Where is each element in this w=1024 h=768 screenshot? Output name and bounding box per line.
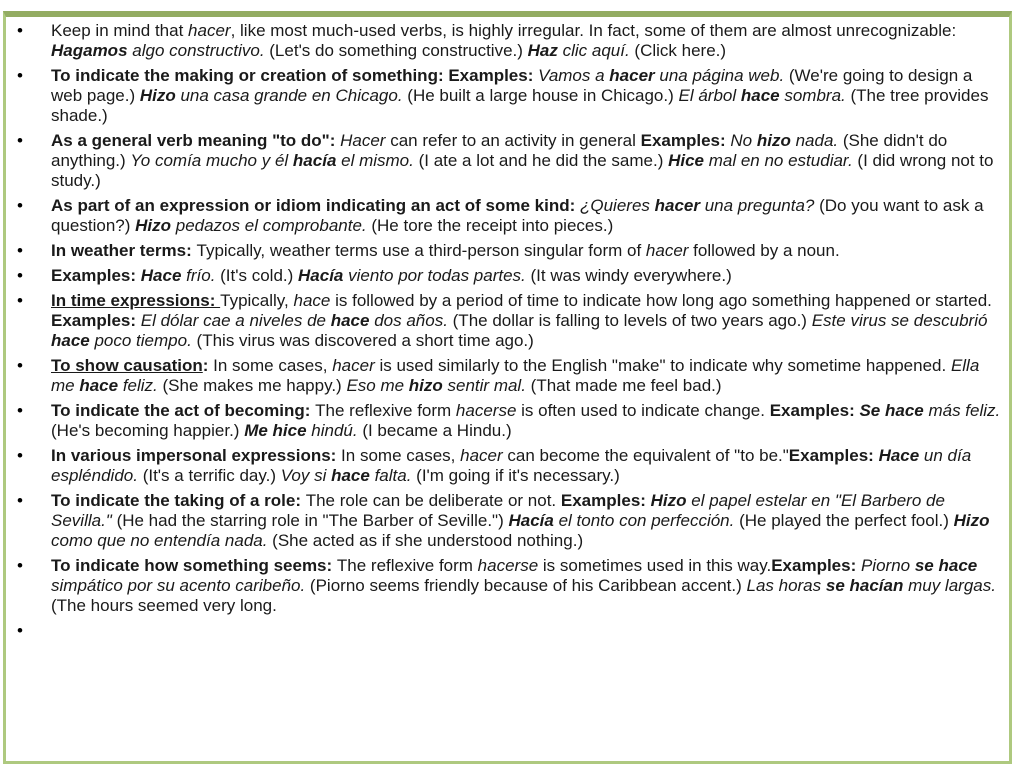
text-run: Keep in mind that xyxy=(51,21,189,40)
text-run: mal en no estudiar. xyxy=(704,151,853,170)
text-run: hace xyxy=(740,86,780,105)
text-run: hace xyxy=(293,291,331,310)
bullet-marker: • xyxy=(17,356,23,375)
text-run: un día espléndido. xyxy=(51,446,972,485)
text-run: (The hours seemed very long. xyxy=(51,596,277,615)
bullet-item xyxy=(6,196,1001,236)
text-run: una pregunta? xyxy=(700,196,815,215)
bullet-marker: • xyxy=(17,266,23,285)
text-run: To indicate the making or creation of something: Examples: xyxy=(51,66,539,85)
bullet-marker: • xyxy=(17,291,23,310)
text-run: Hacer xyxy=(340,131,386,150)
text-run: Examples: xyxy=(640,131,731,150)
text-run: Piorno xyxy=(860,556,915,575)
text-run: Me hice xyxy=(244,421,307,440)
text-run: se hacían xyxy=(825,576,904,595)
text-run: hacer xyxy=(460,446,503,465)
text-run: Eso me xyxy=(346,376,409,395)
text-run: hizo xyxy=(756,131,791,150)
bullet-item xyxy=(6,291,1001,351)
text-run: hacerse xyxy=(477,556,539,575)
text-run: Haz xyxy=(527,41,558,60)
text-run: (Do you want to ask a question?) xyxy=(51,196,984,235)
text-run: hacer xyxy=(332,356,375,375)
bullet-marker: • xyxy=(17,21,23,40)
text-run: Examples: xyxy=(560,491,651,510)
text-run: is often used to indicate change. xyxy=(516,401,770,420)
text-run: una casa grande en Chicago. xyxy=(175,86,403,105)
text-run: falta. xyxy=(369,466,412,485)
text-run: is followed by a period of time to indicate how long ago something happened or started. xyxy=(330,291,992,310)
bullet-item xyxy=(6,21,1001,61)
text-run: To indicate the taking of a role: xyxy=(51,491,306,510)
text-run: (She didn't do anything.) xyxy=(51,131,948,170)
text-run: se hace xyxy=(914,556,978,575)
text-run: hacer xyxy=(609,66,655,85)
text-run: The role can be deliberate or not. xyxy=(305,491,561,510)
text-run: el mismo. xyxy=(336,151,414,170)
text-run: Examples: xyxy=(769,401,860,420)
text-run: Examples: xyxy=(51,266,141,285)
text-run: (Let's do something constructive.) xyxy=(264,41,528,60)
bullet-item xyxy=(6,241,1001,261)
text-run: (It was windy everywhere.) xyxy=(525,266,732,285)
text-run: can refer to an activity in general xyxy=(385,131,641,150)
text-run: As part of an expression or idiom indicating an act of some kind: xyxy=(51,196,580,215)
text-run: In time expressions: xyxy=(51,291,221,310)
text-run: Typically, xyxy=(220,291,294,310)
text-run: (Piorno seems friendly because of his Caribbean accent.) xyxy=(305,576,747,595)
bullet-marker: • xyxy=(17,241,23,260)
text-run: El dólar cae a niveles de xyxy=(140,311,331,330)
text-run: frío. xyxy=(181,266,216,285)
text-run: feliz. xyxy=(118,376,158,395)
text-run: sombra. xyxy=(779,86,846,105)
text-run: (He tore the receipt into pieces.) xyxy=(366,216,614,235)
bullet-marker: • xyxy=(17,491,23,510)
text-run: más feliz. xyxy=(923,401,1001,420)
text-run: muy largas. xyxy=(903,576,996,595)
text-run: viento por todas partes. xyxy=(343,266,526,285)
text-run: ¿Quieres xyxy=(579,196,655,215)
bullet-marker: • xyxy=(17,401,23,420)
text-run: To indicate how something seems: xyxy=(51,556,337,575)
text-run: , like most much-used verbs, is highly irregular. In fact, some of them are almost unrecognizable: xyxy=(230,21,957,40)
text-run: (The tree provides shade.) xyxy=(51,86,989,125)
text-run: Este virus se descubrió xyxy=(811,311,988,330)
text-run: hacer xyxy=(645,241,689,260)
text-run: (She acted as if she understood nothing.) xyxy=(267,531,584,550)
text-run: (I became a Hindu.) xyxy=(357,421,512,440)
text-run: (That made me feel bad.) xyxy=(525,376,722,395)
text-run: is used similarly to the English "make" to indicate why sometime happened. xyxy=(374,356,951,375)
text-run: To indicate the act of becoming: xyxy=(51,401,316,420)
slide-frame xyxy=(3,11,1012,764)
text-run: simpático por su acento caribeño. xyxy=(51,576,306,595)
text-run: (The dollar is falling to levels of two years ago.) xyxy=(447,311,812,330)
text-run: Hizo xyxy=(953,511,990,530)
bullet-marker: • xyxy=(17,621,23,640)
text-run: pedazos el comprobante. xyxy=(171,216,367,235)
text-run: The reflexive form xyxy=(315,401,456,420)
text-run: poco tiempo. xyxy=(89,331,192,350)
text-run: hizo xyxy=(408,376,443,395)
text-run: (It's a terrific day.) xyxy=(137,466,281,485)
text-run: Hagamos xyxy=(51,41,128,60)
text-run: hace xyxy=(79,376,119,395)
text-run: el tonto con perfección. xyxy=(553,511,735,530)
text-run: nada. xyxy=(790,131,839,150)
text-run: Examples: xyxy=(788,446,879,465)
text-run: In some cases, xyxy=(341,446,461,465)
text-run: como que no entendía nada. xyxy=(51,531,268,550)
text-run: (He's becoming happier.) xyxy=(51,421,245,440)
text-run: Typically, weather terms use a third-person singular form of xyxy=(196,241,646,260)
text-run: Examples: xyxy=(51,311,141,330)
text-run: (This virus was discovered a short time ago.) xyxy=(191,331,534,350)
text-run: hacer xyxy=(188,21,231,40)
text-run: As a general verb meaning "to do": xyxy=(51,131,341,150)
text-run: (It's cold.) xyxy=(215,266,299,285)
text-run: Hace xyxy=(140,266,182,285)
text-run: In weather terms: xyxy=(51,241,197,260)
bullet-item xyxy=(6,131,1001,191)
text-run: hacía xyxy=(292,151,337,170)
bullet-item xyxy=(6,266,1001,286)
text-run: (He had the starring role in "The Barber of Seville.") xyxy=(111,511,509,530)
text-run: el papel estelar en "El Barbero de Sevilla." xyxy=(51,491,945,530)
text-run: To show causation xyxy=(51,356,203,375)
text-run: algo constructivo. xyxy=(127,41,265,60)
bullet-list xyxy=(6,17,1009,641)
bullet-marker: • xyxy=(17,131,23,150)
text-run: is sometimes used in this way. xyxy=(538,556,772,575)
text-run: hace xyxy=(330,311,370,330)
text-run: dos años. xyxy=(369,311,448,330)
text-run: In various impersonal expressions: xyxy=(51,446,342,465)
bullet-item xyxy=(6,446,1001,486)
text-run: Voy si xyxy=(280,466,332,485)
text-run: hace xyxy=(51,331,90,350)
text-run: Vamos a xyxy=(538,66,610,85)
text-run: Hacía xyxy=(508,511,554,530)
text-run: (We're going to design a web page.) xyxy=(51,66,973,105)
text-run: Hizo xyxy=(135,216,172,235)
text-run: Ella me xyxy=(51,356,980,395)
bullet-item xyxy=(6,556,1001,616)
text-run: The reflexive form xyxy=(336,556,478,575)
bullet-marker: • xyxy=(17,446,23,465)
text-run: (She makes me happy.) xyxy=(157,376,347,395)
text-run: hace xyxy=(331,466,370,485)
bullet-item xyxy=(6,491,1001,551)
text-run: (He played the perfect fool.) xyxy=(734,511,954,530)
text-run: hacer xyxy=(654,196,700,215)
text-run: No xyxy=(730,131,757,150)
text-run: clic aquí. xyxy=(557,41,630,60)
text-run: (I did wrong not to study.) xyxy=(51,151,994,190)
text-run: Hizo xyxy=(139,86,176,105)
text-run: Hacía xyxy=(298,266,344,285)
text-run: (I'm going if it's necessary.) xyxy=(411,466,620,485)
bullet-marker: • xyxy=(17,556,23,575)
text-run: followed by a noun. xyxy=(688,241,840,260)
text-run: (He built a large house in Chicago.) xyxy=(402,86,679,105)
text-run: : xyxy=(202,356,214,375)
text-run: (I ate a lot and he did the same.) xyxy=(413,151,669,170)
bullet-item xyxy=(6,356,1001,396)
text-run: Hice xyxy=(668,151,704,170)
text-run: Hizo xyxy=(650,491,687,510)
bullet-item xyxy=(6,401,1001,441)
text-run: una página web. xyxy=(654,66,785,85)
text-run: Se hace xyxy=(859,401,924,420)
text-run: hindú. xyxy=(306,421,358,440)
text-run: Examples: xyxy=(771,556,861,575)
text-run: can become the equivalent of "to be." xyxy=(502,446,789,465)
text-run: El árbol xyxy=(678,86,741,105)
text-run: sentir mal. xyxy=(442,376,526,395)
bullet-item xyxy=(6,621,1001,641)
text-run: Hace xyxy=(878,446,920,465)
bullet-item xyxy=(6,66,1001,126)
bullet-marker: • xyxy=(17,66,23,85)
text-run: (Click here.) xyxy=(629,41,727,60)
text-run: Yo comía mucho y él xyxy=(130,151,293,170)
text-run: hacerse xyxy=(455,401,517,420)
text-run: Las horas xyxy=(746,576,826,595)
text-run: In some cases, xyxy=(213,356,333,375)
bullet-marker: • xyxy=(17,196,23,215)
